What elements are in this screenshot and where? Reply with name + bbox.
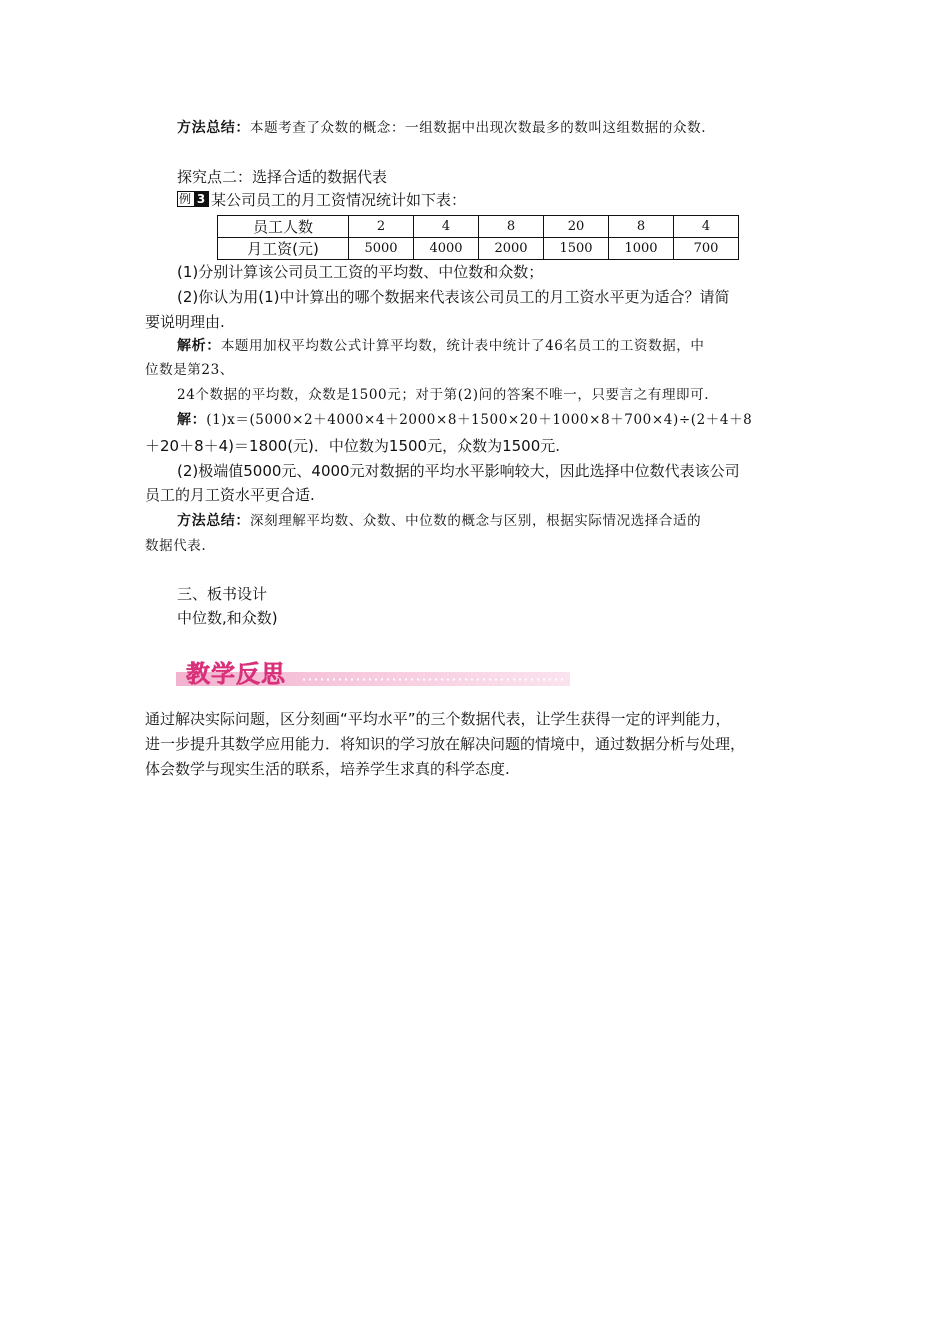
banner-dots: [301, 678, 566, 681]
reflection-banner: [176, 652, 570, 688]
table-row-header: 员工人数: [218, 216, 349, 238]
table-cell: 5000: [349, 238, 414, 260]
example-intro-text: 某公司员工的月工资情况统计如下表：: [211, 191, 467, 209]
analysis-label: 解析：: [177, 338, 221, 354]
example-badge-label: 例: [179, 192, 192, 206]
solution-formula: (1)x＝(5000×2＋4000×4＋2000×8＋1500×20＋1000×8＋700×4)÷(2＋4＋8: [206, 412, 753, 428]
table-row: [218, 216, 739, 238]
question-1: (1)分别计算该公司员工工资的平均数、中位数和众数；: [177, 263, 544, 281]
solution-line-2: ＋20＋8＋4)＝1800(元)．中位数为1500元，众数为1500元.: [145, 437, 561, 455]
analysis-line-2: 位数是第23、: [145, 362, 234, 378]
analysis-line-1: [177, 336, 705, 356]
method-summary-text: 本题考查了众数的概念：一组数据中出现次数最多的数叫这组数据的众数.: [250, 120, 707, 136]
table-cell: 4: [674, 216, 739, 238]
reflection-line-3: 体会数学与现实生活的联系，培养学生求真的科学态度.: [145, 760, 510, 778]
solution-line-3: (2)极端值5000元、4000元对数据的平均水平影响较大，因此选择中位数代表该公司: [177, 462, 740, 480]
solution-line-4: 员工的月工资水平更合适.: [145, 486, 315, 504]
method-summary-label: 方法总结：: [177, 513, 250, 529]
table-row: [218, 238, 739, 260]
method-summary-2-line-1: [177, 511, 701, 531]
table-cell: 8: [479, 216, 544, 238]
method-summary-text: 深刻理解平均数、众数、中位数的概念与区别，根据实际情况选择合适的: [250, 513, 702, 529]
example-badge-number: 3: [194, 192, 208, 206]
question-2-line-2: 要说明理由.: [145, 313, 225, 331]
solution-label: 解：: [177, 412, 207, 428]
table-cell: 2: [349, 216, 414, 238]
reflection-line-2: 进一步提升其数学应用能力．将知识的学习放在解决问题的情境中，通过数据分析与处理，: [145, 735, 746, 753]
question-2-line-1: (2)你认为用(1)中计算出的哪个数据来代表该公司员工的月工资水平更为适合？请简: [177, 288, 730, 306]
example-badge: [177, 191, 209, 207]
table-cell: 700: [674, 238, 739, 260]
table-cell: 1000: [609, 238, 674, 260]
table-cell: 8: [609, 216, 674, 238]
table-cell: 20: [544, 216, 609, 238]
method-summary-label: 方法总结：: [177, 120, 250, 136]
table-row-header: 月工资(元): [218, 238, 349, 260]
analysis-text: 本题用加权平均数公式计算平均数，统计表中统计了46名员工的工资数据，中: [220, 338, 705, 354]
banner-title: 教学反思: [186, 660, 286, 688]
section-heading-point2: 探究点二：选择合适的数据代表: [177, 168, 388, 186]
salary-table: [217, 215, 739, 260]
method-summary-2-line-2: 数据代表.: [145, 538, 207, 554]
board-design-heading: 三、板书设计: [177, 585, 268, 603]
solution-line-1: [177, 410, 752, 430]
analysis-line-3: 24个数据的平均数，众数是1500元；对于第(2)问的答案不唯一，只要言之有理即可.: [177, 387, 710, 403]
example-3-intro-line: [177, 190, 466, 210]
table-cell: 4000: [414, 238, 479, 260]
table-cell: 4: [414, 216, 479, 238]
board-design-content: 中位数,和众数): [177, 609, 278, 627]
method-summary-1: [177, 118, 706, 138]
table-cell: 2000: [479, 238, 544, 260]
reflection-line-1: 通过解决实际问题，区分刻画“平均水平”的三个数据代表，让学生获得一定的评判能力，: [145, 710, 731, 728]
table-cell: 1500: [544, 238, 609, 260]
